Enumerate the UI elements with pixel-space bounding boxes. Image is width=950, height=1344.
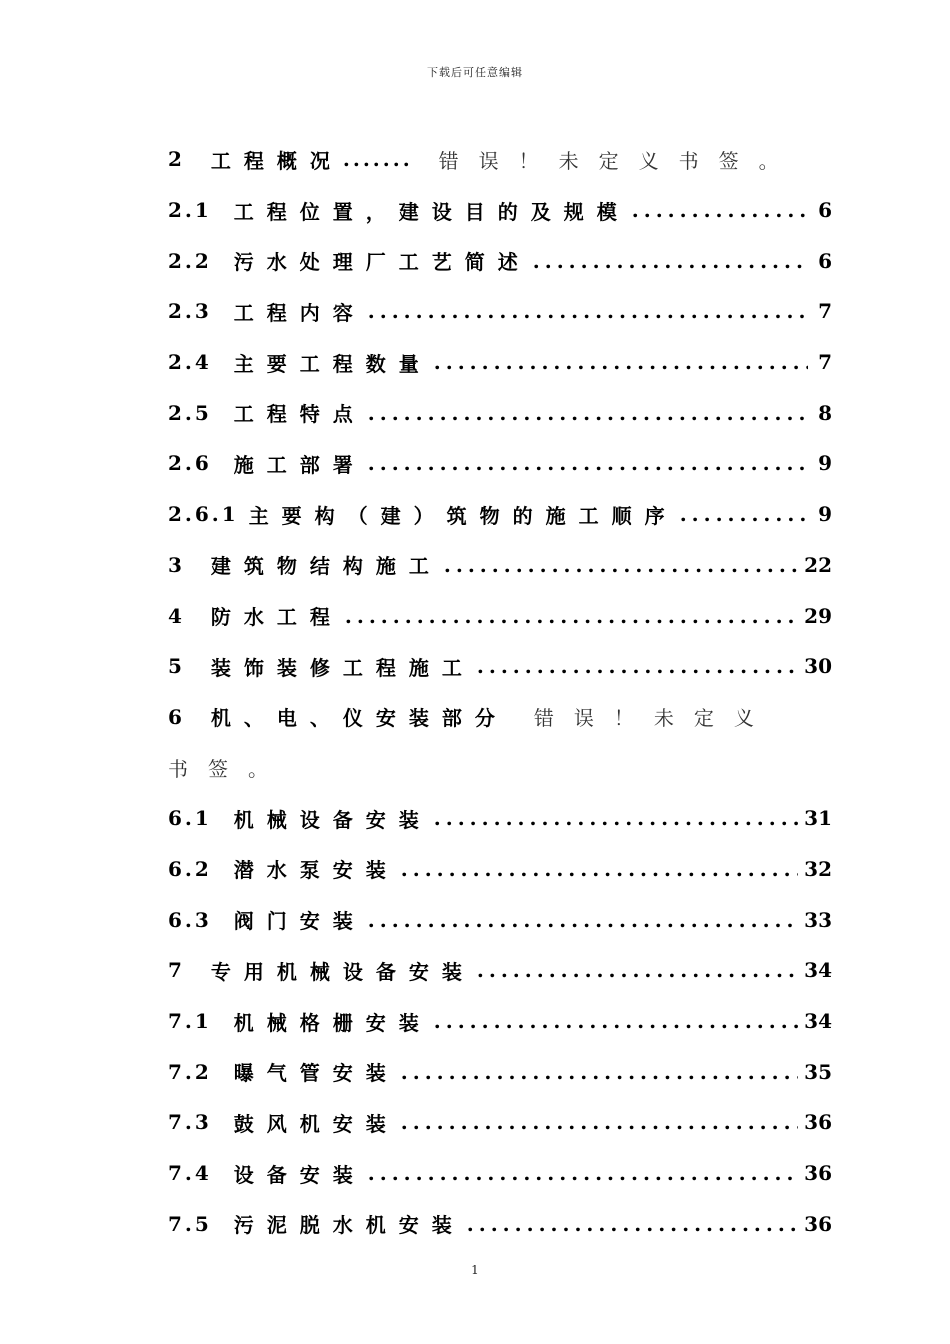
toc-leader-dots bbox=[477, 958, 798, 982]
toc-leader-dots bbox=[434, 350, 808, 374]
toc-entry[interactable] bbox=[168, 540, 832, 591]
toc-entry[interactable] bbox=[168, 692, 832, 743]
toc-leader-dots bbox=[345, 604, 798, 628]
toc-entry-title: 设备安装 bbox=[233, 1162, 366, 1187]
toc-entry-title: 装饰装修工程施工 bbox=[210, 655, 475, 680]
page-header: 下载后可任意编辑 bbox=[427, 66, 523, 79]
toc-entry-page: 36 bbox=[804, 1211, 832, 1236]
toc-entry[interactable] bbox=[168, 235, 832, 286]
toc-entry[interactable] bbox=[168, 1198, 832, 1249]
toc-leader-dots bbox=[444, 553, 798, 577]
toc-entry-page: 22 bbox=[804, 552, 832, 577]
toc-leader-dots bbox=[434, 806, 798, 830]
toc-entry[interactable] bbox=[168, 134, 832, 185]
toc-entry-page: 6 bbox=[818, 198, 832, 223]
toc-entry-number: 5 bbox=[168, 654, 185, 679]
toc-leader-dots bbox=[368, 908, 798, 932]
toc-entry-title: 工程位置，建设目的及规模 bbox=[233, 199, 630, 224]
toc-entry-continuation bbox=[168, 742, 832, 793]
toc-entry[interactable] bbox=[168, 489, 832, 540]
toc-leader-dots bbox=[368, 401, 808, 425]
toc-entry[interactable] bbox=[168, 1097, 832, 1148]
toc-entry-page: 9 bbox=[818, 502, 832, 527]
toc-entry-number: 2.3 bbox=[168, 299, 212, 324]
toc-leader-dots: ....... bbox=[342, 147, 413, 172]
toc-entry-number: 7.2 bbox=[168, 1059, 212, 1084]
toc-leader-dots bbox=[434, 1009, 798, 1033]
toc-entry-number: 2.2 bbox=[168, 248, 212, 273]
toc-leader-dots bbox=[533, 249, 808, 273]
toc-entry-title: 机械设备安装 bbox=[233, 807, 432, 832]
toc-entry-number: 7.5 bbox=[168, 1211, 212, 1236]
toc-entry-title: 主要构（建）筑物的施工顺序 bbox=[248, 503, 678, 528]
toc-entry-page: 34 bbox=[804, 1009, 832, 1034]
toc-entry-title: 工程概况 bbox=[210, 148, 343, 173]
toc-entry-title: 工程特点 bbox=[233, 402, 366, 427]
toc-entry-number: 2.4 bbox=[168, 350, 212, 375]
toc-entry-page: 34 bbox=[804, 958, 832, 983]
toc-leader-dots bbox=[368, 451, 808, 475]
toc-entry-page: 33 bbox=[804, 907, 832, 932]
toc-entry-title: 机械格栅安装 bbox=[233, 1010, 432, 1035]
toc-entry-title: 施工部署 bbox=[233, 452, 366, 477]
toc-entry-number: 2 bbox=[168, 147, 185, 172]
toc-entry-title: 主要工程数量 bbox=[233, 351, 432, 376]
toc-entry[interactable] bbox=[168, 590, 832, 641]
table-of-contents bbox=[168, 134, 832, 1249]
toc-entry-page: 6 bbox=[818, 248, 832, 273]
toc-entry[interactable] bbox=[168, 337, 832, 388]
toc-leader-dots bbox=[401, 1110, 798, 1134]
toc-entry-title: 机、电、仪安装部分 bbox=[210, 706, 508, 731]
toc-entry[interactable] bbox=[168, 894, 832, 945]
toc-error-message: 错误！未定义 bbox=[533, 706, 774, 731]
toc-error-message: 错误！未定义书签。 bbox=[438, 148, 799, 173]
toc-entry-title: 工程内容 bbox=[233, 300, 366, 325]
toc-entry-number: 7.4 bbox=[168, 1161, 212, 1186]
toc-leader-dots bbox=[467, 1212, 798, 1236]
toc-entry-number: 6.3 bbox=[168, 907, 212, 932]
toc-entry-number: 6.2 bbox=[168, 856, 212, 881]
toc-entry-number: 2.6 bbox=[168, 451, 212, 476]
toc-entry-number: 3 bbox=[168, 552, 185, 577]
toc-entry-number: 6.1 bbox=[168, 806, 212, 831]
page-number: 1 bbox=[471, 1263, 479, 1277]
toc-entry[interactable] bbox=[168, 1148, 832, 1199]
toc-entry-number: 4 bbox=[168, 603, 185, 628]
toc-entry-page: 32 bbox=[804, 856, 832, 881]
toc-entry-page: 30 bbox=[804, 654, 832, 679]
toc-entry-title: 防水工程 bbox=[210, 605, 343, 630]
toc-leader-dots bbox=[680, 502, 808, 526]
toc-entry[interactable] bbox=[168, 793, 832, 844]
toc-entry-title: 鼓风机安装 bbox=[233, 1111, 399, 1136]
toc-leader-dots bbox=[368, 299, 808, 323]
toc-entry[interactable] bbox=[168, 286, 832, 337]
toc-entry-page: 7 bbox=[818, 299, 832, 324]
toc-leader-dots bbox=[401, 857, 798, 881]
toc-leader-dots bbox=[368, 1161, 798, 1185]
toc-entry[interactable] bbox=[168, 844, 832, 895]
toc-leader-dots bbox=[401, 1060, 798, 1084]
toc-entry-title: 专用机械设备安装 bbox=[210, 959, 475, 984]
toc-entry-title: 建筑物结构施工 bbox=[210, 554, 442, 579]
toc-entry-title: 曝气管安装 bbox=[233, 1061, 399, 1086]
toc-entry-number: 7.1 bbox=[168, 1009, 212, 1034]
toc-entry-title: 阀门安装 bbox=[233, 909, 366, 934]
toc-entry-number: 6 bbox=[168, 704, 185, 729]
toc-entry-page: 31 bbox=[804, 806, 832, 831]
toc-entry-number: 2.6.1 bbox=[168, 502, 239, 527]
toc-entry-page: 36 bbox=[804, 1161, 832, 1186]
toc-entry-page: 36 bbox=[804, 1110, 832, 1135]
toc-entry-number: 7 bbox=[168, 958, 185, 983]
toc-entry-number: 2.5 bbox=[168, 400, 212, 425]
toc-entry[interactable] bbox=[168, 945, 832, 996]
toc-entry[interactable] bbox=[168, 996, 832, 1047]
toc-entry[interactable] bbox=[168, 185, 832, 236]
toc-entry-title: 潜水泵安装 bbox=[233, 858, 399, 883]
toc-entry-page: 9 bbox=[818, 451, 832, 476]
toc-entry-page: 35 bbox=[804, 1059, 832, 1084]
toc-entry-title: 污泥脱水机安装 bbox=[233, 1213, 465, 1238]
toc-entry-number: 7.3 bbox=[168, 1110, 212, 1135]
toc-leader-dots bbox=[632, 198, 808, 222]
toc-entry[interactable] bbox=[168, 438, 832, 489]
toc-entry-page: 8 bbox=[818, 400, 832, 425]
toc-entry[interactable] bbox=[168, 387, 832, 438]
toc-entry-title: 污水处理厂工艺简述 bbox=[233, 250, 531, 275]
toc-entry-page: 7 bbox=[818, 350, 832, 375]
toc-error-continuation: 书签。 bbox=[168, 757, 288, 782]
toc-entry[interactable] bbox=[168, 1046, 832, 1097]
toc-leader-dots bbox=[477, 654, 798, 678]
toc-entry[interactable] bbox=[168, 641, 832, 692]
toc-entry-number: 2.1 bbox=[168, 198, 212, 223]
toc-entry-page: 29 bbox=[804, 603, 832, 628]
